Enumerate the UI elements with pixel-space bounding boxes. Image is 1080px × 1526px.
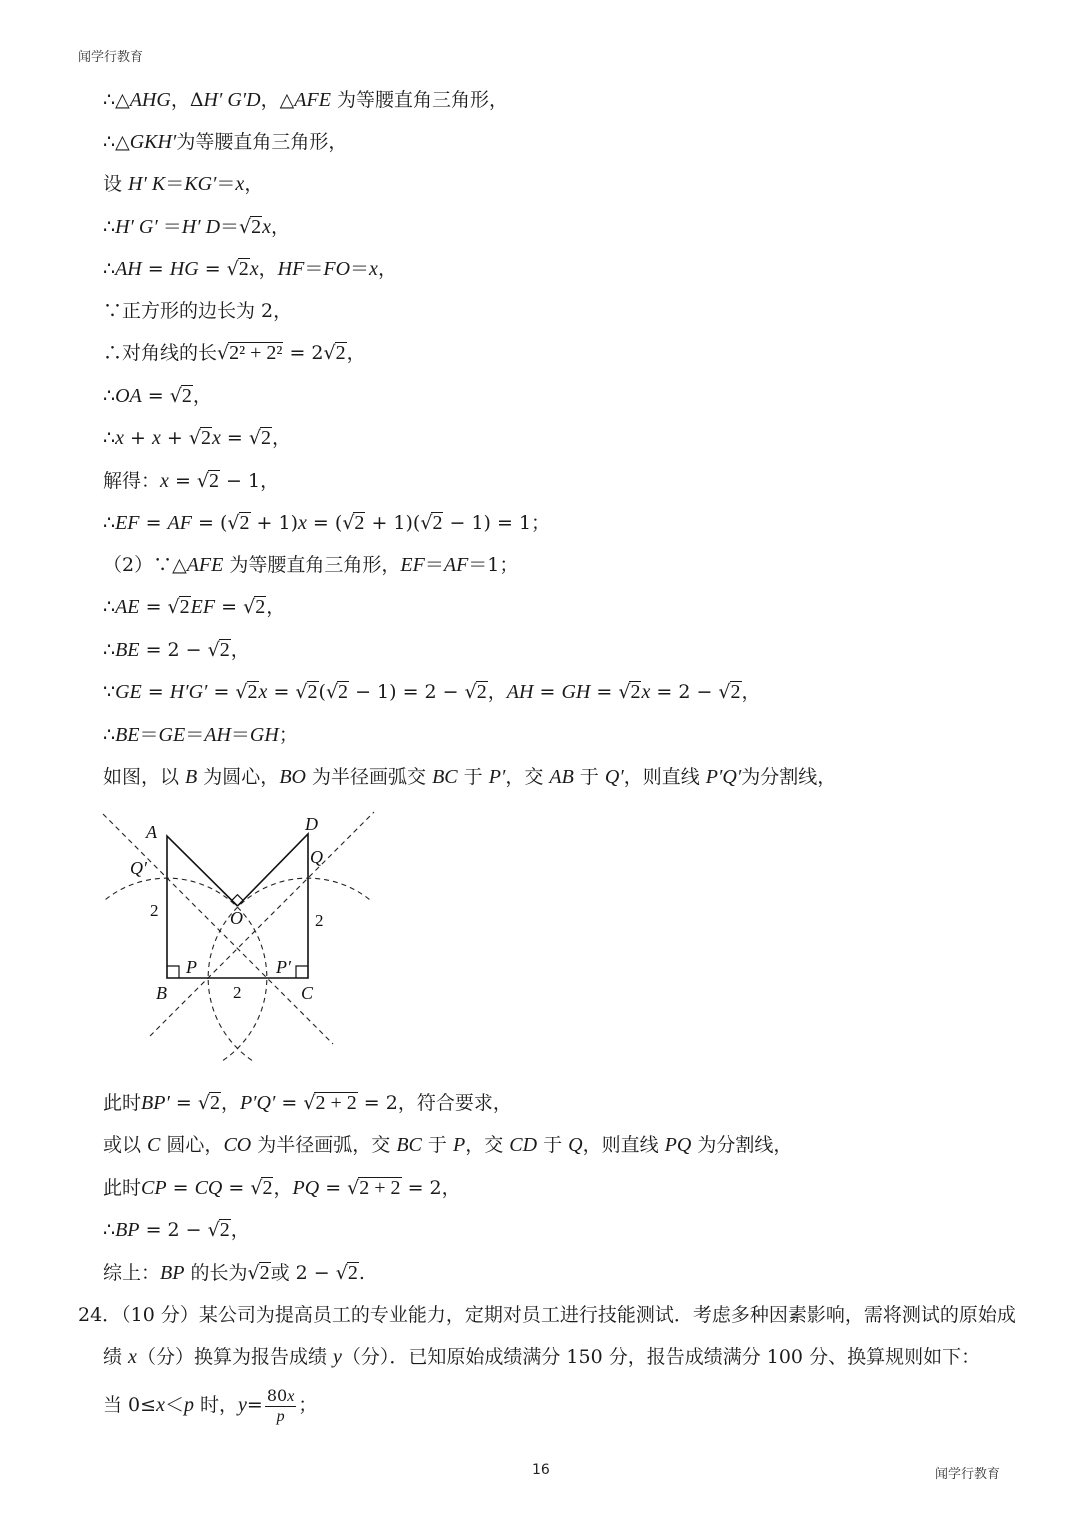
- radical-content: 2: [730, 681, 741, 703]
- figure-label-c: C: [301, 983, 314, 1003]
- text-run: +: [160, 427, 189, 449]
- math-variable: EF: [190, 596, 216, 618]
- solution-line: [103, 1259, 365, 1287]
- solution-line: [103, 636, 250, 664]
- text-run: ，: [230, 1219, 250, 1241]
- text-run: = 2 −: [139, 639, 208, 661]
- fraction-denominator: [265, 1407, 296, 1426]
- text-run: ；: [278, 724, 298, 746]
- text-run: 设: [103, 173, 129, 195]
- math-variable: P′: [488, 766, 506, 788]
- text-run: =: [246, 1394, 263, 1416]
- text-run: = 2，: [401, 1177, 461, 1199]
- math-variable: x: [641, 681, 651, 703]
- radical-content: 2: [630, 681, 641, 703]
- text-run: ，: [192, 385, 212, 407]
- math-variable: AH: [115, 258, 142, 280]
- text-run: ＝: [216, 173, 236, 195]
- math-variable: KG′: [184, 173, 217, 195]
- figure-label-q: Q: [310, 847, 323, 867]
- solution-line: [103, 339, 366, 367]
- math-variable: B: [185, 766, 198, 788]
- text-run: 当 0≤: [103, 1394, 157, 1416]
- math-variable: BC: [396, 1134, 422, 1156]
- text-run: ∴: [103, 216, 116, 238]
- math-variable: x: [156, 1394, 165, 1416]
- solution-line: [103, 1174, 461, 1202]
- text-run: 为等腰直角三角形，: [176, 131, 348, 153]
- text-run: ＝: [230, 724, 250, 746]
- text-run: ，: [244, 173, 264, 195]
- figure-label-b: B: [156, 983, 167, 1003]
- text-run: ∴: [103, 385, 116, 407]
- math-variable: H′G′: [169, 681, 208, 703]
- radical-content: 2: [209, 1092, 220, 1114]
- text-run: 时，: [193, 1394, 239, 1416]
- text-run: 为半径画弧交: [305, 766, 433, 788]
- text-run: ，: [741, 681, 761, 703]
- text-run: =: [141, 681, 170, 703]
- text-run: =: [222, 1177, 251, 1199]
- figure-label-side-bc: 2: [233, 983, 242, 1002]
- question-line: [103, 1385, 317, 1426]
- math-variable: HF: [277, 258, 305, 280]
- text-run: ，交: [465, 1134, 510, 1156]
- figure-label-side-ab: 2: [150, 901, 159, 920]
- text-run: 为圆心，: [197, 766, 280, 788]
- page-number: 16: [532, 1462, 550, 1478]
- text-run: 为等腰直角三角形，: [330, 89, 508, 111]
- math-variable: PQ: [292, 1177, 320, 1199]
- math-variable: x: [369, 258, 378, 280]
- radical-sign: √: [207, 1219, 220, 1241]
- radical-content: 2: [335, 342, 346, 364]
- radical-content: 2: [247, 681, 258, 703]
- radical-sign: √: [250, 1177, 263, 1199]
- text-run: =: [319, 1177, 348, 1199]
- radical-content: 2: [219, 639, 230, 661]
- math-variable: BP: [115, 1219, 140, 1241]
- text-run: ∴对角线的长: [103, 342, 218, 364]
- radical-sign: √: [239, 216, 252, 238]
- radical-content: 2: [347, 1262, 358, 1284]
- text-run: + 1): [250, 512, 298, 534]
- math-variable: OA: [115, 385, 142, 407]
- math-variable: p: [183, 1394, 194, 1416]
- text-run: ∴: [103, 427, 116, 449]
- solution-line: [103, 551, 518, 579]
- text-run: ；: [298, 1394, 318, 1416]
- math-variable: BO: [279, 766, 306, 788]
- solution-line: [103, 721, 298, 749]
- text-run: =: [275, 1092, 304, 1114]
- math-variable: P: [452, 1134, 466, 1156]
- text-run: 为分割线，: [741, 766, 837, 788]
- text-run: =: [590, 681, 619, 703]
- dashed-line-p-q: [150, 812, 374, 1036]
- text-run: ∵正方形的边长为 2，: [103, 300, 293, 322]
- radical-content: 2: [179, 596, 190, 618]
- text-run: = 2 −: [650, 681, 719, 703]
- text-run: ，交: [505, 766, 550, 788]
- math-variable: AH: [204, 724, 231, 746]
- radical-sign: √: [226, 258, 239, 280]
- text-run: + 1)(: [365, 512, 421, 534]
- math-variable: P′Q′: [705, 766, 742, 788]
- text-run: 综上：: [103, 1262, 161, 1284]
- text-run: ＝: [424, 554, 444, 576]
- text-run: ∴: [103, 639, 116, 661]
- radical-sign: √: [217, 342, 230, 364]
- figure-label-p: P: [186, 957, 197, 977]
- text-run: = (: [191, 512, 228, 534]
- text-run: ＝: [162, 216, 182, 238]
- radical-content: 2 + 2: [359, 1177, 401, 1199]
- text-run: ，: [271, 427, 291, 449]
- text-run: 如图，以: [103, 766, 186, 788]
- radical-sign: √: [325, 681, 339, 703]
- math-variable: GH: [249, 724, 279, 746]
- math-variable: AFE: [294, 89, 331, 111]
- text-run: ∴: [103, 1219, 116, 1241]
- dashed-line-p-prime-q-prime: [103, 814, 333, 1044]
- text-run: 于: [537, 1134, 569, 1156]
- solution-line: [103, 424, 291, 452]
- math-variable: PQ: [664, 1134, 692, 1156]
- radical-content: 2: [209, 470, 220, 492]
- math-variable: Q: [568, 1134, 583, 1156]
- solution-line: [103, 509, 550, 537]
- text-run: ，△: [260, 89, 295, 111]
- math-variable: CO: [223, 1134, 252, 1156]
- text-run: =: [207, 681, 236, 703]
- radical-sign: √: [342, 512, 355, 534]
- text-run: 于: [457, 766, 489, 788]
- text-run: ，则直线: [582, 1134, 665, 1156]
- text-run: =: [533, 681, 562, 703]
- math-variable: y: [332, 1346, 342, 1368]
- radical-sign: √: [464, 681, 477, 703]
- solution-line: [103, 763, 836, 791]
- radical-content: 2: [432, 512, 443, 534]
- radical-sign: √: [235, 681, 248, 703]
- text-run: =: [139, 596, 168, 618]
- text-run: ∵: [103, 681, 116, 703]
- text-run: =: [215, 596, 244, 618]
- solution-line: [103, 213, 290, 241]
- math-variable: BE: [115, 724, 140, 746]
- right-angle-mark-o: [232, 895, 243, 901]
- math-variable: FO: [323, 258, 351, 280]
- math-variable: x: [298, 512, 307, 534]
- math-variable: GH: [561, 681, 591, 703]
- radical-sign: √: [169, 385, 182, 407]
- right-angle-mark-c: [296, 966, 308, 978]
- radical-sign: √: [197, 1092, 210, 1114]
- text-run: =: [168, 470, 197, 492]
- text-run: =: [139, 512, 168, 534]
- radical-content: 2: [354, 512, 365, 534]
- text-run: ，: [258, 258, 278, 280]
- text-run: ，: [220, 1092, 240, 1114]
- math-variable: HG: [169, 258, 199, 280]
- math-variable: AF: [443, 554, 469, 576]
- radical-content: 2: [476, 681, 487, 703]
- figure-label-side-cd: 2: [315, 911, 324, 930]
- math-variable: H′ D: [181, 216, 221, 238]
- solution-line: [103, 1089, 512, 1117]
- text-run: ＝: [304, 258, 324, 280]
- radical-content: 2: [219, 1219, 230, 1241]
- radical-content: 2² + 2²: [229, 342, 283, 364]
- solution-line: [103, 1216, 250, 1244]
- text-run: .: [358, 1262, 365, 1284]
- fraction-numerator: [265, 1387, 296, 1407]
- text-run: ，: [377, 258, 397, 280]
- math-variable: x: [258, 681, 268, 703]
- text-run: ，: [487, 681, 507, 703]
- text-run: =: [198, 258, 227, 280]
- math-variable: x: [262, 216, 272, 238]
- text-run: =: [141, 385, 170, 407]
- solution-line: [103, 255, 397, 283]
- math-variable: AFE: [186, 554, 224, 576]
- text-run: （2）∵△: [103, 554, 187, 576]
- text-run: =: [267, 681, 296, 703]
- figure-label-d: D: [305, 814, 318, 834]
- radical-content: 2: [259, 1262, 270, 1284]
- solution-line: [103, 1131, 792, 1159]
- radical-sign: √: [420, 512, 433, 534]
- text-run: ＝: [165, 173, 185, 195]
- text-run: ，: [230, 639, 250, 661]
- math-variable: x: [249, 258, 259, 280]
- footer-brand: 闻学行教育: [935, 1467, 1001, 1482]
- geometry-figure: [95, 805, 380, 1070]
- radical-sign: √: [188, 427, 201, 449]
- radical-content: 2: [307, 681, 318, 703]
- math-variable: x: [211, 427, 221, 449]
- radical-content: 2 + 2: [315, 1092, 357, 1114]
- text-run: ，: [273, 1177, 293, 1199]
- radical-content: 2: [251, 216, 262, 238]
- math-variable: x: [115, 427, 124, 449]
- text-run: 圆心，: [160, 1134, 224, 1156]
- math-variable: H′ G′: [115, 216, 163, 238]
- fraction: [265, 1387, 296, 1426]
- radical-content: 2: [255, 596, 266, 618]
- radical-sign: √: [618, 681, 631, 703]
- text-run: − 1) = 1；: [443, 512, 551, 534]
- math-variable: CQ: [194, 1177, 223, 1199]
- text-run: ，: [346, 342, 366, 364]
- solution-line: [103, 593, 285, 621]
- math-variable: x: [287, 1387, 295, 1405]
- math-variable: GE: [158, 724, 186, 746]
- math-variable: BP′: [141, 1092, 170, 1114]
- math-variable: BC: [432, 766, 458, 788]
- figure-label-p-prime: P′: [276, 957, 291, 977]
- math-variable: AF: [167, 512, 192, 534]
- text-run: ∴: [103, 258, 116, 280]
- question-line: [103, 1343, 980, 1371]
- text-run: ，: [266, 596, 286, 618]
- text-run: ∴: [103, 724, 116, 746]
- text-run: 为等腰直角三角形，: [223, 554, 401, 576]
- radical-content: 2: [238, 258, 249, 280]
- radical-sign: √: [347, 1177, 360, 1199]
- text-run: = 2，符合要求，: [357, 1092, 512, 1114]
- radical-content: 2: [262, 1177, 273, 1199]
- text-run: 绩: [103, 1346, 129, 1368]
- text-run: ＝: [185, 724, 205, 746]
- text-run: 此时: [103, 1092, 142, 1114]
- radical-content: 2: [338, 681, 349, 703]
- text-run: +: [123, 427, 152, 449]
- radical-sign: √: [207, 639, 220, 661]
- text-run: ＝: [350, 258, 370, 280]
- math-variable: AHG: [129, 89, 171, 111]
- radical-sign: √: [167, 596, 180, 618]
- math-variable: CP: [141, 1177, 167, 1199]
- math-variable: P′Q′: [239, 1092, 276, 1114]
- text-run: = (: [306, 512, 343, 534]
- math-variable: x: [235, 173, 245, 195]
- math-variable: x: [151, 427, 161, 449]
- math-variable: AB: [549, 766, 574, 788]
- text-run: ∴△: [103, 131, 130, 153]
- text-run: 24．（10 分）某公司为提高员工的专业能力，定期对员工进行技能测试．考虑多种因素影响，需将测试的原始成: [78, 1304, 1016, 1326]
- math-variable: x: [128, 1346, 137, 1368]
- text-run: 此时: [103, 1177, 142, 1199]
- radical-sign: √: [323, 342, 336, 364]
- text-run: 于: [573, 766, 605, 788]
- radical-content: 2: [200, 427, 211, 449]
- solution-line: [103, 170, 263, 198]
- header-brand: 闻学行教育: [78, 50, 144, 65]
- math-variable: EF: [115, 512, 140, 534]
- radical-sign: √: [295, 681, 308, 703]
- figure-label-o: O: [230, 908, 243, 928]
- radical-sign: √: [227, 512, 240, 534]
- text-run: =: [169, 1092, 198, 1114]
- math-variable: x: [160, 470, 169, 492]
- right-angle-mark-b: [167, 966, 179, 978]
- solution-line: [103, 128, 347, 156]
- math-variable: BE: [115, 639, 140, 661]
- text-run: ＝: [139, 724, 159, 746]
- radical-sign: √: [303, 1092, 316, 1114]
- text-run: ，: [271, 216, 291, 238]
- math-variable: p: [276, 1407, 285, 1425]
- math-variable: y: [238, 1394, 247, 1416]
- figure-label-a: A: [146, 822, 157, 842]
- text-run: =: [220, 427, 249, 449]
- math-variable: AH: [506, 681, 534, 703]
- radical-sign: √: [196, 470, 210, 492]
- text-run: 的长为: [184, 1262, 248, 1284]
- math-variable: EF: [400, 554, 425, 576]
- text-run: 80: [266, 1385, 288, 1405]
- math-variable: AE: [115, 596, 140, 618]
- radical-sign: √: [248, 427, 261, 449]
- math-variable: GKH′: [129, 131, 177, 153]
- math-variable: H′ K: [128, 173, 166, 195]
- radical-sign: √: [247, 1262, 260, 1284]
- solution-line: [103, 86, 508, 114]
- question-line: [78, 1301, 1016, 1329]
- math-variable: GE: [115, 681, 142, 703]
- math-variable: BP: [160, 1262, 185, 1284]
- radical-content: 2: [181, 385, 192, 407]
- radical-content: 2: [260, 427, 271, 449]
- text-run: − 1，: [220, 470, 280, 492]
- text-run: (: [318, 681, 326, 703]
- text-run: ∴△: [103, 89, 130, 111]
- text-run: （分）．已知原始成绩满分 150 分，报告成绩满分 100 分、换算规则如下：: [341, 1346, 981, 1368]
- text-run: 为分割线，: [691, 1134, 793, 1156]
- math-variable: CD: [509, 1134, 538, 1156]
- text-run: （分）换算为报告成绩: [136, 1346, 333, 1368]
- text-run: ，Δ: [170, 89, 204, 111]
- math-variable: C: [147, 1134, 161, 1156]
- text-run: ∴: [103, 596, 116, 618]
- text-run: ＝: [220, 216, 240, 238]
- solution-line: [103, 382, 212, 410]
- solution-line: [103, 678, 761, 706]
- text-run: = 2 −: [139, 1219, 208, 1241]
- text-run: = 2: [283, 342, 324, 364]
- radical-sign: √: [243, 596, 256, 618]
- text-run: − 1) = 2 −: [349, 681, 465, 703]
- text-run: 于: [421, 1134, 453, 1156]
- radical-sign: √: [335, 1262, 348, 1284]
- radical-sign: √: [718, 681, 731, 703]
- text-run: 为半径画弧，交: [251, 1134, 397, 1156]
- text-run: ＝1；: [468, 554, 519, 576]
- text-run: ＜: [164, 1394, 184, 1416]
- math-variable: H′ G′D: [203, 89, 261, 111]
- text-run: 或 2 −: [270, 1262, 336, 1284]
- figure-label-q-prime: Q′: [130, 858, 147, 878]
- solution-line: [103, 467, 279, 495]
- text-run: =: [166, 1177, 195, 1199]
- math-variable: Q′: [604, 766, 624, 788]
- text-run: ∴: [103, 512, 116, 534]
- text-run: 解得：: [103, 470, 161, 492]
- radical-content: 2: [239, 512, 250, 534]
- text-run: =: [141, 258, 170, 280]
- text-run: ，则直线: [623, 766, 706, 788]
- text-run: 或以: [103, 1134, 148, 1156]
- solution-line: [103, 297, 292, 325]
